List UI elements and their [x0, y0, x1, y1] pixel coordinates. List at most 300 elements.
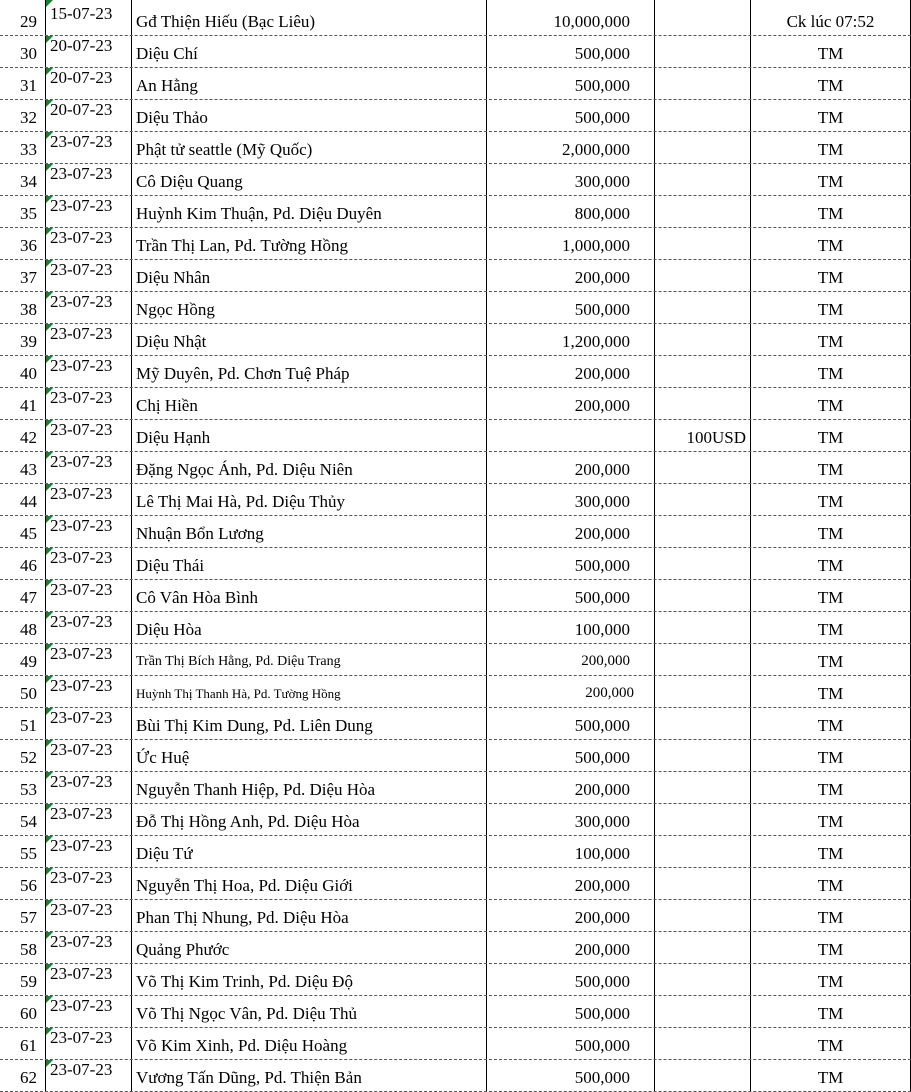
table-row: [0, 356, 911, 388]
row-number-cell[interactable]: [0, 964, 46, 995]
donor-name: Võ Thị Ngọc Vân, Pd. Diệu Thủ: [136, 1004, 357, 1023]
date-cell[interactable]: [46, 0, 132, 35]
note-cell[interactable]: [751, 0, 911, 35]
table-row: [0, 516, 911, 548]
donor-name-cell[interactable]: [132, 772, 487, 803]
row-number-cell[interactable]: [0, 868, 46, 899]
donor-name: Huỳnh Thị Thanh Hà, Pd. Tường Hồng: [136, 686, 341, 701]
date-text: 23-07-23: [50, 196, 113, 215]
table-row: [0, 932, 911, 964]
note-cell[interactable]: [751, 644, 911, 675]
payment-note: TM: [817, 204, 844, 223]
amount-vnd-cell[interactable]: [487, 836, 655, 867]
date-cell[interactable]: [46, 452, 132, 483]
row-number: 32: [20, 108, 37, 127]
date-cell[interactable]: [46, 228, 132, 259]
date-cell[interactable]: [46, 708, 132, 739]
date-cell[interactable]: [46, 292, 132, 323]
amount-usd-cell[interactable]: [655, 548, 751, 579]
donor-name-cell[interactable]: [132, 132, 487, 163]
amount-usd-cell[interactable]: [655, 36, 751, 67]
amount-vnd-cell[interactable]: [487, 292, 655, 323]
amount-vnd-cell[interactable]: [487, 516, 655, 547]
amount-vnd: 500,000: [574, 748, 630, 767]
donor-name-cell[interactable]: [132, 868, 487, 899]
note-cell[interactable]: [751, 964, 911, 995]
date-cell[interactable]: [46, 324, 132, 355]
table-row: [0, 644, 911, 676]
amount-usd-cell[interactable]: [655, 132, 751, 163]
note-cell[interactable]: [751, 900, 911, 931]
donor-name-cell[interactable]: [132, 708, 487, 739]
note-cell[interactable]: [751, 1028, 911, 1059]
date-cell[interactable]: [46, 516, 132, 547]
date-cell[interactable]: [46, 612, 132, 643]
date-cell[interactable]: [46, 1028, 132, 1059]
date-text: 23-07-23: [50, 740, 113, 759]
amount-vnd-cell[interactable]: [487, 484, 655, 515]
payment-note: TM: [817, 108, 844, 127]
row-number-cell[interactable]: [0, 324, 46, 355]
donor-name-cell[interactable]: [132, 996, 487, 1027]
note-cell[interactable]: [751, 356, 911, 387]
row-number-cell[interactable]: [0, 228, 46, 259]
row-number-cell[interactable]: [0, 804, 46, 835]
row-number-cell[interactable]: [0, 100, 46, 131]
note-cell[interactable]: [751, 36, 911, 67]
donor-name-cell[interactable]: [132, 740, 487, 771]
note-cell[interactable]: [751, 228, 911, 259]
amount-vnd-cell[interactable]: [487, 644, 655, 675]
date-text: 23-07-23: [50, 1028, 113, 1047]
amount-vnd: 500,000: [574, 44, 630, 63]
amount-vnd: 200,000: [574, 268, 630, 287]
donor-name-cell[interactable]: [132, 0, 487, 35]
amount-usd-cell[interactable]: [655, 100, 751, 131]
amount-usd-cell[interactable]: [655, 708, 751, 739]
date-text: 23-07-23: [50, 772, 113, 791]
date-cell[interactable]: [46, 964, 132, 995]
amount-vnd: 300,000: [574, 812, 630, 831]
amount-usd-cell[interactable]: [655, 836, 751, 867]
row-number-cell[interactable]: [0, 932, 46, 963]
amount-usd-cell[interactable]: [655, 868, 751, 899]
table-row: [0, 100, 911, 132]
donor-name: Đỗ Thị Hồng Anh, Pd. Diệu Hòa: [136, 812, 360, 831]
note-cell[interactable]: [751, 164, 911, 195]
row-number: 30: [20, 44, 37, 63]
table-row: [0, 132, 911, 164]
donor-name-cell[interactable]: [132, 676, 487, 707]
row-number-cell[interactable]: [0, 900, 46, 931]
donor-name-cell[interactable]: [132, 228, 487, 259]
amount-vnd-cell[interactable]: [487, 868, 655, 899]
amount-vnd-cell[interactable]: [487, 580, 655, 611]
date-text: 23-07-23: [50, 900, 113, 919]
amount-usd-cell[interactable]: [655, 292, 751, 323]
amount-vnd-cell[interactable]: [487, 228, 655, 259]
row-number: 36: [20, 236, 37, 255]
note-cell[interactable]: [751, 580, 911, 611]
donor-name-cell[interactable]: [132, 516, 487, 547]
payment-note: TM: [817, 780, 844, 799]
amount-vnd-cell[interactable]: [487, 1028, 655, 1059]
amount-vnd: 500,000: [574, 1036, 630, 1055]
amount-usd-cell[interactable]: [655, 644, 751, 675]
date-text: 23-07-23: [50, 708, 113, 727]
amount-usd-cell[interactable]: [655, 612, 751, 643]
note-cell[interactable]: [751, 484, 911, 515]
amount-vnd: 200,000: [574, 460, 630, 479]
row-number-cell[interactable]: [0, 68, 46, 99]
amount-usd-cell[interactable]: [655, 484, 751, 515]
amount-vnd: 1,000,000: [562, 236, 630, 255]
date-cell[interactable]: [46, 132, 132, 163]
note-cell[interactable]: [751, 68, 911, 99]
note-cell[interactable]: [751, 260, 911, 291]
amount-vnd: 300,000: [574, 172, 630, 191]
amount-vnd-cell[interactable]: [487, 164, 655, 195]
amount-usd-cell[interactable]: [655, 804, 751, 835]
donor-name: Trần Thị Bích Hằng, Pd. Diệu Trang: [136, 654, 341, 669]
date-cell[interactable]: [46, 580, 132, 611]
row-number: 46: [20, 556, 37, 575]
payment-note: TM: [817, 812, 844, 831]
donor-name-cell[interactable]: [132, 484, 487, 515]
amount-usd-cell[interactable]: [655, 900, 751, 931]
donor-name-cell[interactable]: [132, 324, 487, 355]
amount-vnd-cell[interactable]: [487, 196, 655, 227]
row-number-cell[interactable]: [0, 132, 46, 163]
amount-usd: 100USD: [686, 428, 746, 447]
row-number: 39: [20, 332, 37, 351]
payment-note: TM: [817, 172, 844, 191]
amount-usd-cell[interactable]: [655, 740, 751, 771]
row-number: 47: [20, 588, 37, 607]
amount-usd-cell[interactable]: [655, 68, 751, 99]
note-cell[interactable]: [751, 132, 911, 163]
payment-note: TM: [817, 332, 844, 351]
date-text: 23-07-23: [50, 324, 113, 343]
row-number-cell[interactable]: [0, 356, 46, 387]
amount-usd-cell[interactable]: [655, 964, 751, 995]
row-number-cell[interactable]: [0, 1028, 46, 1059]
amount-vnd-cell[interactable]: [487, 676, 655, 707]
amount-vnd: 500,000: [574, 972, 630, 991]
amount-vnd-cell[interactable]: [487, 68, 655, 99]
note-cell[interactable]: [751, 612, 911, 643]
amount-vnd-cell[interactable]: [487, 1060, 655, 1091]
amount-vnd-cell[interactable]: [487, 900, 655, 931]
amount-vnd-cell[interactable]: [487, 964, 655, 995]
amount-vnd: 100,000: [574, 620, 630, 639]
payment-note: TM: [817, 396, 844, 415]
table-row: [0, 164, 911, 196]
amount-usd-cell[interactable]: [655, 228, 751, 259]
donor-name: Quảng Phước: [136, 940, 230, 959]
donor-name-cell[interactable]: [132, 1060, 487, 1091]
date-cell[interactable]: [46, 196, 132, 227]
amount-usd-cell[interactable]: [655, 580, 751, 611]
amount-vnd-cell[interactable]: [487, 0, 655, 35]
row-number: 45: [20, 524, 37, 543]
note-cell[interactable]: [751, 932, 911, 963]
note-cell[interactable]: [751, 836, 911, 867]
payment-note: TM: [817, 876, 844, 895]
amount-usd-cell[interactable]: [655, 996, 751, 1027]
table-row: [0, 580, 911, 612]
amount-vnd: 200,000: [585, 685, 634, 701]
amount-usd-cell[interactable]: [655, 0, 751, 35]
amount-vnd-cell[interactable]: [487, 356, 655, 387]
date-cell[interactable]: [46, 388, 132, 419]
amount-vnd-cell[interactable]: [487, 548, 655, 579]
row-number-cell[interactable]: [0, 836, 46, 867]
donor-name-cell[interactable]: [132, 612, 487, 643]
payment-note: TM: [817, 364, 844, 383]
date-cell[interactable]: [46, 772, 132, 803]
date-cell[interactable]: [46, 260, 132, 291]
amount-usd-cell[interactable]: [655, 932, 751, 963]
amount-usd-cell[interactable]: [655, 676, 751, 707]
table-row: [0, 292, 911, 324]
date-cell[interactable]: [46, 36, 132, 67]
date-cell[interactable]: [46, 932, 132, 963]
date-cell[interactable]: [46, 164, 132, 195]
row-number-cell[interactable]: [0, 484, 46, 515]
date-text: 23-07-23: [50, 996, 113, 1015]
row-number: 59: [20, 972, 37, 991]
amount-usd-cell[interactable]: [655, 772, 751, 803]
date-cell[interactable]: [46, 356, 132, 387]
amount-vnd-cell[interactable]: [487, 420, 655, 451]
amount-vnd-cell[interactable]: [487, 708, 655, 739]
date-cell[interactable]: [46, 484, 132, 515]
date-text: 20-07-23: [50, 68, 113, 87]
amount-vnd-cell[interactable]: [487, 804, 655, 835]
note-cell[interactable]: [751, 676, 911, 707]
date-cell[interactable]: [46, 868, 132, 899]
donor-name-cell[interactable]: [132, 388, 487, 419]
donor-name-cell[interactable]: [132, 420, 487, 451]
note-cell[interactable]: [751, 100, 911, 131]
note-cell[interactable]: [751, 708, 911, 739]
row-number-cell[interactable]: [0, 164, 46, 195]
row-number-cell[interactable]: [0, 292, 46, 323]
note-cell[interactable]: [751, 772, 911, 803]
date-cell[interactable]: [46, 740, 132, 771]
donor-name: Huỳnh Kim Thuận, Pd. Diệu Duyên: [136, 204, 382, 223]
date-text: 23-07-23: [50, 164, 113, 183]
amount-vnd-cell[interactable]: [487, 132, 655, 163]
date-cell[interactable]: [46, 996, 132, 1027]
note-cell[interactable]: [751, 996, 911, 1027]
amount-vnd-cell[interactable]: [487, 740, 655, 771]
table-row: [0, 804, 911, 836]
amount-usd-cell[interactable]: [655, 516, 751, 547]
donor-name-cell[interactable]: [132, 900, 487, 931]
note-cell[interactable]: [751, 292, 911, 323]
amount-vnd: 500,000: [574, 716, 630, 735]
amount-vnd: 500,000: [574, 1004, 630, 1023]
donor-name-cell[interactable]: [132, 356, 487, 387]
date-cell[interactable]: [46, 676, 132, 707]
date-cell[interactable]: [46, 836, 132, 867]
amount-usd-cell[interactable]: [655, 420, 751, 451]
donor-name-cell[interactable]: [132, 644, 487, 675]
table-row: [0, 228, 911, 260]
amount-usd-cell[interactable]: [655, 452, 751, 483]
payment-note: TM: [817, 140, 844, 159]
donor-name-cell[interactable]: [132, 932, 487, 963]
note-cell[interactable]: [751, 1060, 911, 1091]
amount-usd-cell[interactable]: [655, 324, 751, 355]
date-cell[interactable]: [46, 804, 132, 835]
amount-vnd-cell[interactable]: [487, 612, 655, 643]
row-number-cell[interactable]: [0, 260, 46, 291]
table-row: [0, 36, 911, 68]
row-number-cell[interactable]: [0, 36, 46, 67]
amount-vnd: 800,000: [574, 204, 630, 223]
row-number-cell[interactable]: [0, 196, 46, 227]
note-cell[interactable]: [751, 196, 911, 227]
donor-name-cell[interactable]: [132, 964, 487, 995]
donor-name: Ngọc Hồng: [136, 300, 215, 319]
table-row: [0, 484, 911, 516]
donor-name-cell[interactable]: [132, 548, 487, 579]
amount-vnd-cell[interactable]: [487, 932, 655, 963]
table-row: [0, 420, 911, 452]
amount-usd-cell[interactable]: [655, 196, 751, 227]
amount-vnd-cell[interactable]: [487, 324, 655, 355]
table-row: [0, 260, 911, 292]
date-text: 23-07-23: [50, 292, 113, 311]
amount-usd-cell[interactable]: [655, 356, 751, 387]
table-row: [0, 0, 911, 36]
row-number-cell[interactable]: [0, 420, 46, 451]
note-cell[interactable]: [751, 324, 911, 355]
donor-name: Diệu Hạnh: [136, 428, 211, 447]
amount-usd-cell[interactable]: [655, 388, 751, 419]
row-number: 62: [20, 1068, 37, 1087]
date-cell[interactable]: [46, 900, 132, 931]
amount-vnd: 500,000: [574, 588, 630, 607]
amount-vnd-cell[interactable]: [487, 996, 655, 1027]
note-cell[interactable]: [751, 452, 911, 483]
donor-name: Diệu Hòa: [136, 620, 202, 639]
donor-name-cell[interactable]: [132, 580, 487, 611]
amount-vnd-cell[interactable]: [487, 772, 655, 803]
donor-name: Bùi Thị Kim Dung, Pd. Liên Dung: [136, 716, 373, 735]
row-number-cell[interactable]: [0, 708, 46, 739]
amount-usd-cell[interactable]: [655, 260, 751, 291]
amount-vnd-cell[interactable]: [487, 452, 655, 483]
table-row: [0, 612, 911, 644]
date-text: 23-07-23: [50, 452, 113, 471]
row-number-cell[interactable]: [0, 0, 46, 35]
date-cell[interactable]: [46, 644, 132, 675]
amount-vnd-cell[interactable]: [487, 36, 655, 67]
date-text: 23-07-23: [50, 228, 113, 247]
date-cell[interactable]: [46, 68, 132, 99]
note-cell[interactable]: [751, 740, 911, 771]
row-number-cell[interactable]: [0, 516, 46, 547]
amount-vnd: 500,000: [574, 108, 630, 127]
row-number-cell[interactable]: [0, 772, 46, 803]
row-number: 57: [20, 908, 37, 927]
date-cell[interactable]: [46, 420, 132, 451]
row-number-cell[interactable]: [0, 740, 46, 771]
row-number-cell[interactable]: [0, 580, 46, 611]
table-row: [0, 900, 911, 932]
row-number-cell[interactable]: [0, 1060, 46, 1091]
amount-vnd-cell[interactable]: [487, 388, 655, 419]
row-number-cell[interactable]: [0, 548, 46, 579]
row-number-cell[interactable]: [0, 996, 46, 1027]
donor-name-cell[interactable]: [132, 196, 487, 227]
donor-name: Phan Thị Nhung, Pd. Diệu Hòa: [136, 908, 349, 927]
note-cell[interactable]: [751, 388, 911, 419]
note-cell[interactable]: [751, 548, 911, 579]
amount-usd-cell[interactable]: [655, 164, 751, 195]
date-cell[interactable]: [46, 1060, 132, 1091]
donor-name: Cô Diệu Quang: [136, 172, 243, 191]
amount-usd-cell[interactable]: [655, 1060, 751, 1091]
donor-name-cell[interactable]: [132, 164, 487, 195]
amount-vnd-cell[interactable]: [487, 260, 655, 291]
amount-vnd: 200,000: [574, 876, 630, 895]
amount-usd-cell[interactable]: [655, 1028, 751, 1059]
row-number-cell[interactable]: [0, 612, 46, 643]
row-number-cell[interactable]: [0, 644, 46, 675]
donor-name-cell[interactable]: [132, 1028, 487, 1059]
payment-note: Ck lúc 07:52: [786, 12, 875, 31]
note-cell[interactable]: [751, 516, 911, 547]
row-number-cell[interactable]: [0, 388, 46, 419]
row-number-cell[interactable]: [0, 676, 46, 707]
date-text: 23-07-23: [50, 932, 113, 951]
row-number: 41: [20, 396, 37, 415]
amount-vnd-cell[interactable]: [487, 100, 655, 131]
date-cell[interactable]: [46, 100, 132, 131]
amount-vnd: 10,000,000: [553, 12, 630, 31]
donor-name: Võ Thị Kim Trinh, Pd. Diệu Độ: [136, 972, 353, 991]
row-number: 54: [20, 812, 37, 831]
row-number: 35: [20, 204, 37, 223]
payment-note: TM: [817, 684, 844, 703]
donor-name-cell[interactable]: [132, 260, 487, 291]
note-cell[interactable]: [751, 868, 911, 899]
donor-name: An Hằng: [136, 76, 198, 95]
donor-name-cell[interactable]: [132, 292, 487, 323]
donor-name-cell[interactable]: [132, 36, 487, 67]
donor-name-cell[interactable]: [132, 68, 487, 99]
donor-name-cell[interactable]: [132, 804, 487, 835]
note-cell[interactable]: [751, 804, 911, 835]
donor-name-cell[interactable]: [132, 452, 487, 483]
row-number-cell[interactable]: [0, 452, 46, 483]
date-text: 23-07-23: [50, 1060, 113, 1079]
table-row: [0, 836, 911, 868]
donor-name-cell[interactable]: [132, 836, 487, 867]
payment-note: TM: [817, 300, 844, 319]
donor-name: Nguyễn Thanh Hiệp, Pd. Diệu Hòa: [136, 780, 376, 799]
date-cell[interactable]: [46, 548, 132, 579]
payment-note: TM: [817, 1068, 844, 1087]
donor-name-cell[interactable]: [132, 100, 487, 131]
amount-vnd: 1,200,000: [562, 332, 630, 351]
note-cell[interactable]: [751, 420, 911, 451]
